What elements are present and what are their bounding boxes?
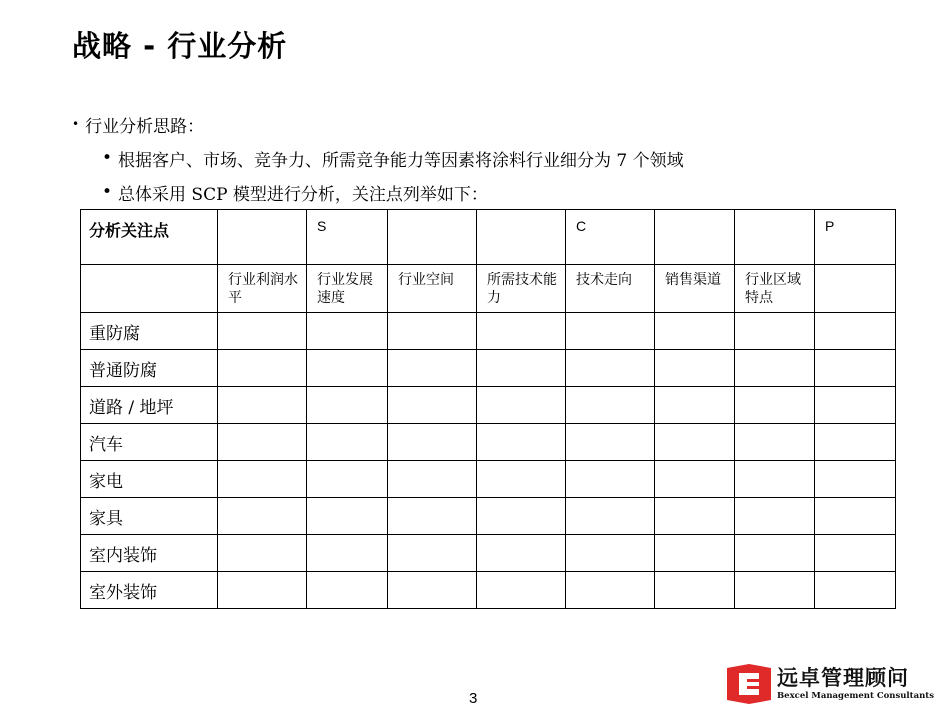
logo-name-en: Bexcel Management Consultants <box>777 691 934 701</box>
table-cell <box>218 498 307 535</box>
table-row <box>81 535 896 572</box>
header-label: 分析关注点 <box>89 221 170 240</box>
table-cell <box>307 350 388 387</box>
row-label: 重防腐 <box>89 324 140 344</box>
table-row <box>81 461 896 498</box>
table-cell <box>477 350 566 387</box>
group-marker-s: S <box>317 218 327 234</box>
subheader-label: 所需技术能力 <box>487 272 557 306</box>
table-cell <box>566 461 655 498</box>
row-label: 家电 <box>89 472 123 492</box>
bullet-dot-icon: • <box>72 117 80 131</box>
row-label-cell <box>81 572 218 609</box>
table-cell <box>81 265 218 313</box>
table-header-cell <box>655 265 735 313</box>
row-label-cell <box>81 424 218 461</box>
scp-analysis-table <box>80 209 896 609</box>
row-label: 室外装饰 <box>89 583 157 603</box>
bullet-text: 行业分析思路： <box>85 116 205 137</box>
table-cell <box>655 210 735 265</box>
table-cell <box>655 572 735 609</box>
table-cell <box>477 387 566 424</box>
table-cell <box>388 424 477 461</box>
table-cell <box>218 461 307 498</box>
table-cell <box>815 498 896 535</box>
table-cell <box>566 424 655 461</box>
table-row <box>81 387 896 424</box>
table-cell <box>477 461 566 498</box>
table-cell <box>218 387 307 424</box>
table-cell <box>735 210 815 265</box>
table-cell <box>655 461 735 498</box>
row-label: 汽车 <box>89 435 123 455</box>
table-subheader-row <box>81 265 896 313</box>
table-cell <box>566 535 655 572</box>
table-cell <box>477 572 566 609</box>
table-header-cell <box>218 265 307 313</box>
bullet-text: 总体采用 SCP 模型进行分析，关注点列举如下： <box>118 184 488 205</box>
table-cell <box>477 535 566 572</box>
table-cell <box>815 535 896 572</box>
table-cell <box>477 424 566 461</box>
group-marker-p: P <box>825 218 835 234</box>
table-cell <box>307 461 388 498</box>
table-cell <box>218 535 307 572</box>
table-cell <box>388 535 477 572</box>
table-cell <box>815 265 896 313</box>
table-header-cell <box>388 265 477 313</box>
table-header-cell <box>566 265 655 313</box>
table-header-cell <box>307 210 388 265</box>
table-cell <box>218 313 307 350</box>
table-cell <box>566 350 655 387</box>
table-header-cell <box>477 265 566 313</box>
table-row <box>81 424 896 461</box>
row-label: 道路 / 地坪 <box>89 398 174 418</box>
table-header-cell <box>307 265 388 313</box>
table-cell <box>307 313 388 350</box>
table-cell <box>307 572 388 609</box>
table-cell <box>388 461 477 498</box>
table-cell <box>815 387 896 424</box>
table-cell <box>566 498 655 535</box>
row-label: 室内装饰 <box>89 546 157 566</box>
table-header-cell <box>815 210 896 265</box>
row-label-cell <box>81 350 218 387</box>
table-cell <box>388 387 477 424</box>
table-cell <box>655 387 735 424</box>
table-cell <box>655 313 735 350</box>
table-cell <box>388 350 477 387</box>
table-header-cell <box>735 265 815 313</box>
bullet-level2 <box>102 146 684 170</box>
subheader-label: 行业区域特点 <box>745 272 801 306</box>
table-cell <box>388 210 477 265</box>
table-cell <box>307 535 388 572</box>
table-cell <box>477 498 566 535</box>
subheader-label: 行业空间 <box>398 272 454 288</box>
table-cell <box>815 350 896 387</box>
table-cell <box>735 572 815 609</box>
table-cell <box>388 572 477 609</box>
table-row <box>81 313 896 350</box>
row-label: 普通防腐 <box>89 361 157 381</box>
subheader-label: 行业利润水平 <box>228 272 298 306</box>
subheader-label: 销售渠道 <box>665 272 721 288</box>
table-cell <box>655 424 735 461</box>
table-cell <box>307 387 388 424</box>
bullet-list <box>72 112 684 204</box>
table-cell <box>735 498 815 535</box>
table-cell <box>218 210 307 265</box>
logo-name-cn: 远卓管理顾问 <box>777 666 909 690</box>
table-cell <box>815 572 896 609</box>
table-cell <box>655 350 735 387</box>
subheader-label: 行业发展速度 <box>317 272 373 306</box>
table-cell <box>388 498 477 535</box>
table-cell <box>815 313 896 350</box>
table-header-row <box>81 210 896 265</box>
company-logo <box>727 664 937 704</box>
table-cell <box>735 535 815 572</box>
row-label: 家具 <box>89 509 123 529</box>
table-cell <box>566 387 655 424</box>
table-cell <box>735 350 815 387</box>
table-cell <box>735 387 815 424</box>
bullet-dot-icon: • <box>102 182 113 202</box>
table-header-cell <box>81 210 218 265</box>
table-row <box>81 572 896 609</box>
page-title: 战略 - 行业分析 <box>72 29 288 63</box>
table-cell <box>218 572 307 609</box>
table-cell <box>655 535 735 572</box>
table-cell <box>307 498 388 535</box>
table-cell <box>815 424 896 461</box>
table-row <box>81 498 896 535</box>
table-cell <box>218 424 307 461</box>
row-label-cell <box>81 387 218 424</box>
bullet-dot-icon: • <box>102 148 113 168</box>
row-label-cell <box>81 313 218 350</box>
table-cell <box>477 313 566 350</box>
bullet-level1 <box>72 112 684 136</box>
table-cell <box>566 572 655 609</box>
table-cell <box>735 424 815 461</box>
table-cell <box>477 210 566 265</box>
table-cell <box>566 313 655 350</box>
table-cell <box>655 498 735 535</box>
row-label-cell <box>81 461 218 498</box>
table-header-cell <box>566 210 655 265</box>
bullet-text: 根据客户、市场、竞争力、所需竞争能力等因素将涂料行业细分为 7 个领域 <box>118 150 684 171</box>
table-cell <box>735 313 815 350</box>
bullet-level2 <box>102 180 684 204</box>
table-cell <box>815 461 896 498</box>
table-cell <box>388 313 477 350</box>
table-cell <box>735 461 815 498</box>
table-row <box>81 350 896 387</box>
logo-mark-icon <box>727 664 771 704</box>
group-marker-c: C <box>576 218 587 234</box>
table-cell <box>218 350 307 387</box>
subheader-label: 技术走向 <box>576 272 632 288</box>
row-label-cell <box>81 535 218 572</box>
row-label-cell <box>81 498 218 535</box>
page-number: 3 <box>469 690 478 707</box>
table-cell <box>307 424 388 461</box>
